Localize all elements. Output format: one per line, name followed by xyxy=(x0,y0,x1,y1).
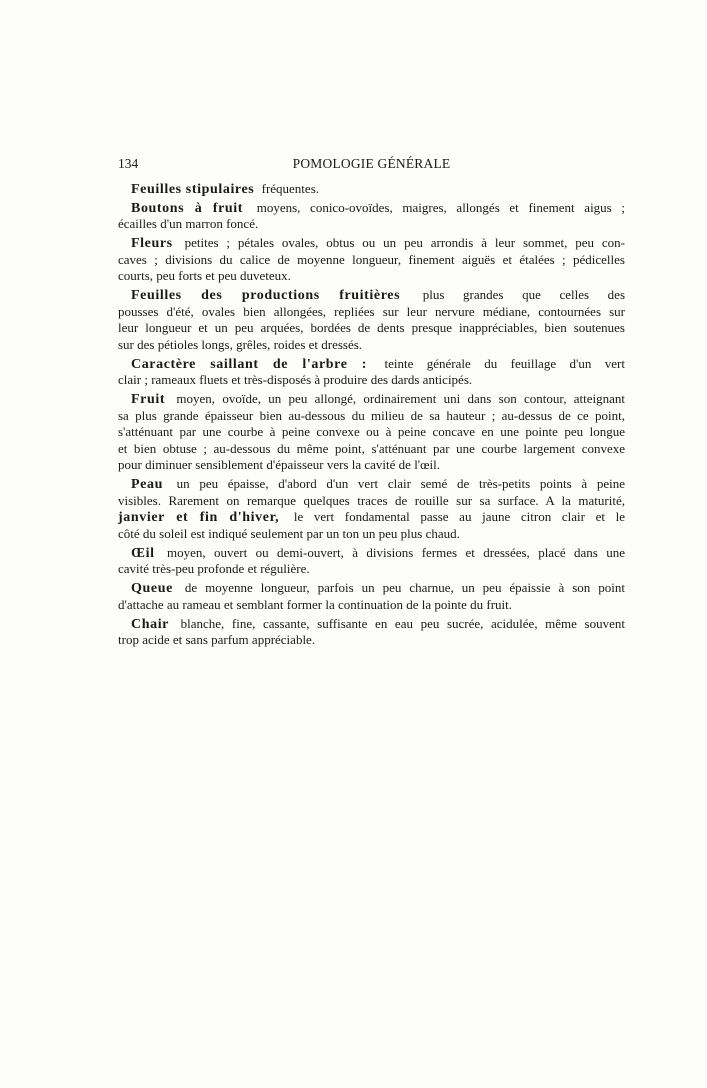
line-text: clair ; rameaux fluets et très-disposés à produire des dards anticipés. xyxy=(118,372,473,388)
text-line xyxy=(118,320,625,337)
line-text: côté du soleil est indiqué seulement par un ton un peu plus chaud. xyxy=(118,526,460,541)
text-line xyxy=(118,408,625,425)
line-text: de moyenne longueur, parfois un peu charnue, un peu épaissie à son point xyxy=(184,580,625,596)
text-line xyxy=(118,561,625,578)
text-line xyxy=(118,580,625,597)
line-text: d'attache au rameau et semblant former la continuation de la pointe du fruit. xyxy=(118,596,512,612)
line-text: pousses d'été, ovales bien allongées, repliées sur leur nervure médiane, contournées sur xyxy=(118,303,625,319)
text-line xyxy=(118,441,625,458)
text-line xyxy=(118,476,625,493)
line-text: trop acide et sans parfum appréciable. xyxy=(118,632,316,648)
running-title: POMOLOGIE GÉNÉRALE xyxy=(292,156,451,171)
text-line: janvier et fin d'hiver, le vert fondamental passe au jaune citron clair et le xyxy=(118,509,625,526)
text-line xyxy=(118,235,625,252)
line-text: s'atténuant par une courbe à peine convexe ou à peine concave en une pointe peu longue xyxy=(118,424,625,440)
line-text: visibles. Rarement on remarque quelques traces de rouille sur sa surface. A la maturité, xyxy=(118,492,625,508)
line-text: courts, peu forts et peu duveteux. xyxy=(118,268,291,284)
text-line xyxy=(118,391,625,408)
paragraph xyxy=(118,200,625,233)
page-body xyxy=(118,181,625,651)
line-text: pour diminuer sensiblement d'épaisseur vers la cavité de l'œil. xyxy=(118,457,441,473)
paragraph-lead: Boutons à fruit xyxy=(131,200,244,216)
line-text: moyen, ouvert ou demi-ouvert, à divisions fermes et dressées, placé dans une xyxy=(167,544,625,560)
text-line xyxy=(118,545,625,562)
line-text: teinte générale du feuillage d'un vert xyxy=(384,355,625,371)
line-text: blanche, fine, cassante, suffisante en eau peu sucrée, acidulée, même souvent xyxy=(180,615,625,631)
line-text: un peu épaisse, d'abord d'un vert clair semé de très-petits points à peine xyxy=(176,476,625,492)
text-line xyxy=(118,287,625,304)
line-text: écailles d'un marron foncé. xyxy=(118,216,259,232)
paragraph-lead: Fruit xyxy=(131,392,166,408)
paragraph xyxy=(118,545,625,578)
text-line xyxy=(118,216,625,233)
line-text: caves ; divisions du calice de moyenne longueur, finement aiguës et étalées ; pédicelles xyxy=(118,251,625,267)
emphasis-text: janvier et fin d'hiver, xyxy=(118,510,280,526)
page-number: 134 xyxy=(118,156,139,171)
paragraph-lead: Fleurs xyxy=(131,236,173,252)
text-line xyxy=(118,424,625,441)
paragraph-lead: Chair xyxy=(131,616,169,632)
paragraph-lead: Queue xyxy=(131,581,173,597)
text-line xyxy=(118,616,625,633)
text-line xyxy=(118,356,625,373)
paragraph xyxy=(118,391,625,474)
line-text: moyens, conico-ovoïdes, maigres, allongés et finement aigus ; xyxy=(256,199,626,215)
text-line xyxy=(118,268,625,285)
text-line xyxy=(118,493,625,510)
text-line xyxy=(118,304,625,321)
text-line xyxy=(118,337,625,354)
page-header xyxy=(118,156,625,174)
text-line xyxy=(118,632,625,649)
line-text: fréquentes. xyxy=(261,181,319,196)
paragraph xyxy=(118,356,625,389)
line-text: leur longueur et un peu arquées, bordées de dents presque inappréciables, bien soutenues xyxy=(118,320,625,336)
line-text: sa plus grande épaisseur bien au-dessous du milieu de sa hauteur ; au-dessus de ce point, xyxy=(118,407,625,423)
line-text: petites ; pétales ovales, obtus ou un peu arrondis à leur sommet, peu con- xyxy=(184,235,626,251)
line-text: et bien obtuse ; au-dessous du même point, s'atténuant par une courbe largement convexe xyxy=(118,440,625,456)
paragraph xyxy=(118,287,625,353)
text-line xyxy=(118,597,625,614)
text-line xyxy=(118,372,625,389)
text-line xyxy=(118,252,625,269)
line-text: sur des pétioles longs, grêles, roides et dressés. xyxy=(118,336,363,352)
paragraph xyxy=(118,616,625,649)
paragraph-lead: Œil xyxy=(131,545,155,561)
line-text: plus grandes que celles des xyxy=(422,287,626,303)
paragraph-lead: Caractère saillant de l'arbre : xyxy=(131,356,368,372)
text-line xyxy=(118,200,625,217)
paragraph-lead: Peau xyxy=(131,477,163,493)
paragraph xyxy=(118,181,625,198)
text-line xyxy=(118,526,625,543)
paragraph-lead: Feuilles des productions fruitières xyxy=(131,288,401,304)
paragraph xyxy=(118,235,625,285)
line-text: moyen, ovoïde, un peu allongé, ordinairement uni dans son contour, atteignant xyxy=(176,391,625,407)
text-line xyxy=(118,457,625,474)
text-line xyxy=(118,181,625,198)
line-text: cavité très-peu profonde et régulière. xyxy=(118,561,310,577)
paragraph-lead: Feuilles stipulaires xyxy=(131,182,255,197)
paragraph xyxy=(118,476,625,542)
paragraph xyxy=(118,580,625,613)
